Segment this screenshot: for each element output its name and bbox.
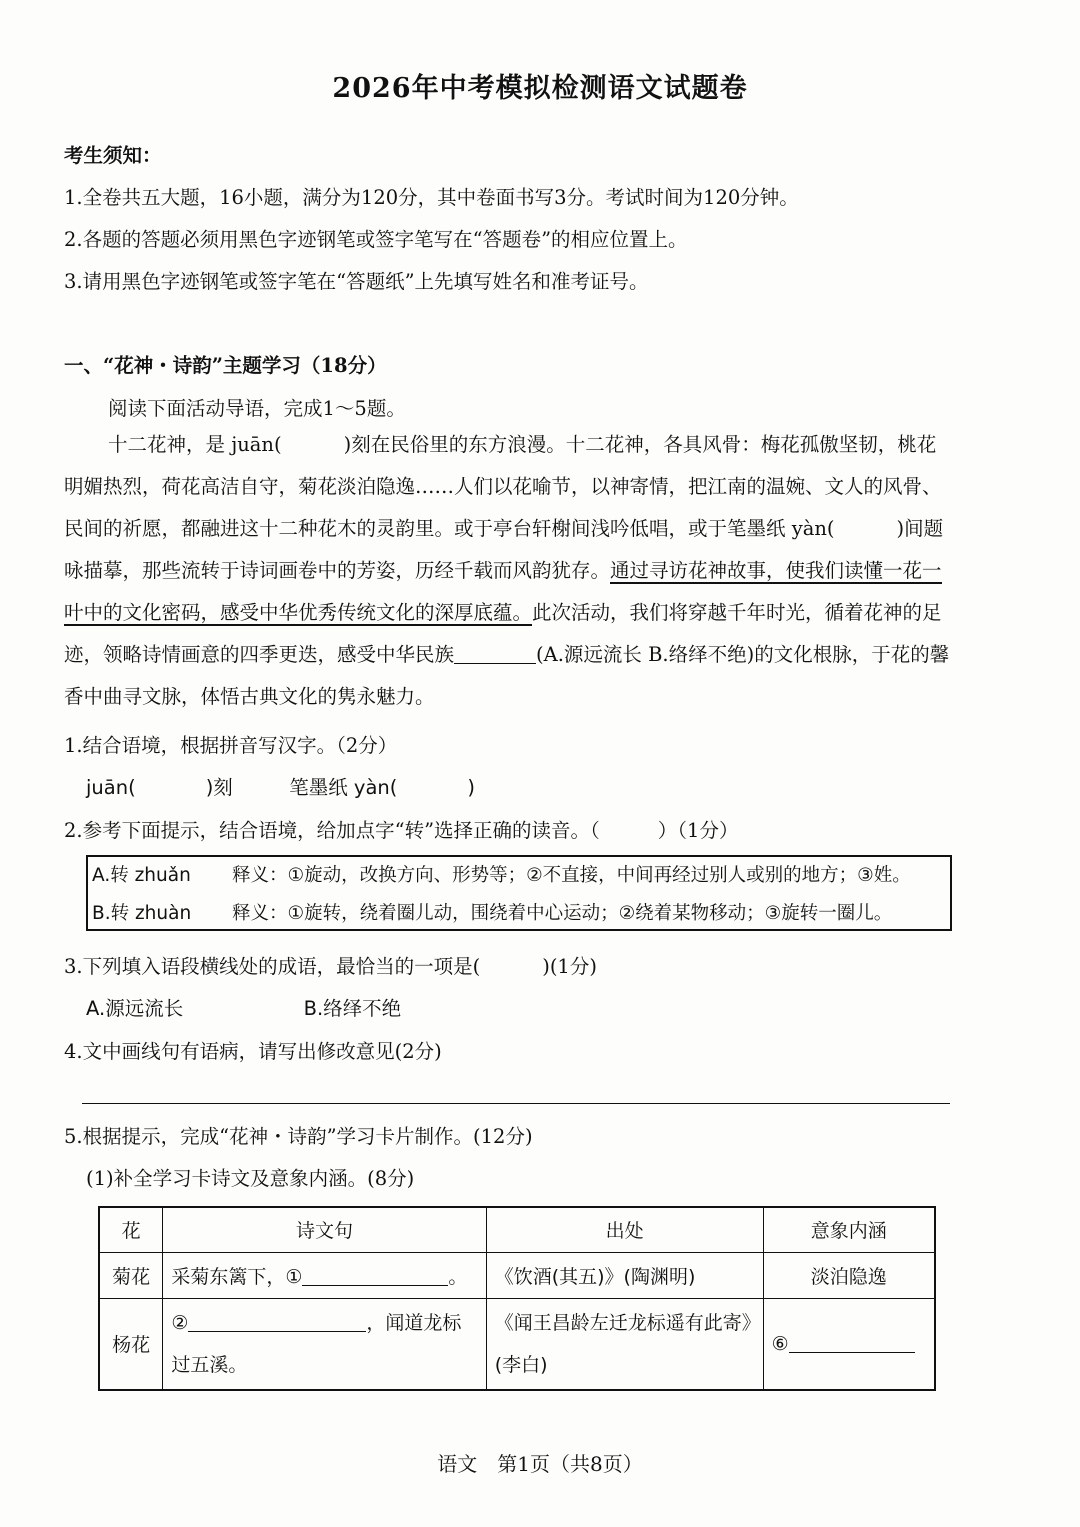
cell-source: 《闻王昌龄左迁龙标遥有此寄》(李白) — [486, 1298, 763, 1390]
q3-text: 3.下列填入语段横线处的成语，最恰当的一项是( — [64, 955, 481, 978]
header-flower: 花 — [99, 1207, 163, 1252]
cell-meaning: 淡泊隐逸 — [763, 1252, 935, 1298]
q4-answer-line[interactable] — [82, 1103, 950, 1104]
header-meaning: 意象内涵 — [763, 1207, 935, 1252]
passage-part-1: 十二花神，是 juān( — [108, 433, 282, 456]
notice-item-3: 3.请用黑色字迹钢笔或签字笔在“答题纸”上先填写姓名和准考证号。 — [64, 270, 649, 293]
pronunciation-hint-box — [86, 855, 952, 931]
passage-part-3: )间题咏描摹，那些流 — [64, 517, 944, 582]
table-row — [99, 1298, 935, 1390]
meaning-blank-6[interactable] — [789, 1333, 915, 1353]
question-2 — [64, 815, 738, 843]
q3-option-b[interactable]: B.络绎不绝 — [303, 997, 402, 1020]
cell-verse — [163, 1298, 486, 1390]
underlined-sentence: 通过寻访花神故事，使我们读懂一花一叶中的文化密码，感受中华优秀传统文化的深厚底蕴。 — [64, 559, 942, 624]
cell-flower: 杨花 — [99, 1298, 163, 1390]
hint-b-label: B.转 zhuàn — [92, 903, 192, 924]
passage-part-2: )刻在民俗里的东方浪漫。十二花神，各具风骨：梅花孤傲坚韧，桃花明媚热烈，荷花高洁自守，菊花淡泊隐逸……人们以花喻节，以神寄情，把江南的温婉、文人的风骨、民间的祈愿，都融进这十二种花木的灵韵里。或于亭台轩榭间浅吟低唱，或于笔墨纸 yàn( — [64, 433, 942, 540]
hint-option-a — [92, 857, 911, 895]
idiom-blank[interactable] — [454, 644, 536, 665]
question-5: 5.根据提示，完成“花神・诗韵”学习卡片制作。(12分) — [64, 1125, 533, 1148]
question-3 — [64, 951, 597, 979]
q2-text-end: ）（1分） — [657, 819, 739, 842]
q2-text: 2.参考下面提示，结合语境，给加点字“转”选择正确的读音。（ — [64, 819, 600, 842]
header-source: 出处 — [486, 1207, 763, 1252]
section-intro: 阅读下面活动导语，完成1～5题。 — [108, 397, 406, 420]
hint-option-b — [92, 895, 892, 933]
q1-a-end: )刻 — [205, 776, 233, 799]
notice-heading: 考生须知： — [64, 144, 162, 167]
meaning-marker: ⑥ — [771, 1332, 789, 1355]
verse-post: 。 — [448, 1265, 468, 1288]
q1-b-end: ) — [467, 776, 475, 799]
page-footer: 语文 第1页（共8页） — [437, 1452, 643, 1476]
passage — [64, 424, 950, 718]
verse-post: ，闻道龙标过五溪。 — [171, 1311, 462, 1376]
verse-pre: ② — [171, 1311, 189, 1334]
hint-a-label: A.转 zhuǎn — [92, 865, 191, 886]
passage-part-5: (A.源远流长 B.络绎不绝)的文化根脉，于花的馨香中曲寻文脉，体悟古典文化的隽永魅力。 — [64, 643, 950, 708]
question-5-sub1: (1)补全学习卡诗文及意象内涵。(8分) — [86, 1167, 415, 1190]
q1-a-label: juān( — [86, 776, 136, 799]
q1-b-label: 笔墨纸 yàn( — [289, 776, 398, 799]
q3-options — [86, 993, 401, 1021]
hint-a-meaning: 释义：①旋动，改换方向、形势等；②不直接，中间再经过别人或别的地方；③姓。 — [232, 865, 911, 886]
table-row — [99, 1252, 935, 1298]
section-heading: 一、“花神・诗韵”主题学习（18分） — [64, 354, 387, 377]
notice-item-1: 1.全卷共五大题，16小题，满分为120分，其中卷面书写3分。考试时间为120分钟。 — [64, 186, 799, 209]
cell-source: 《饮酒(其五)》(陶渊明) — [486, 1252, 763, 1298]
notice-item-2: 2.各题的答题必须用黑色字迹钢笔或签字笔写在“答题卷”的相应位置上。 — [64, 228, 688, 251]
q3-option-a[interactable]: A.源远流长 — [86, 997, 184, 1020]
q3-text-end: )(1分) — [542, 955, 597, 978]
exam-title: 2026年中考模拟检测语文试题卷 — [332, 73, 748, 104]
verse-blank-1[interactable] — [302, 1266, 448, 1286]
cell-meaning — [763, 1298, 935, 1390]
passage-part-4: 此次活动，我们将穿越千年时光，循着花神的足迹，领略诗情画意的四季更迭，感受中华民族 — [64, 601, 942, 666]
cell-flower: 菊花 — [99, 1252, 163, 1298]
study-card-table — [98, 1206, 936, 1391]
verse-blank-2[interactable] — [188, 1312, 366, 1332]
question-1: 1.结合语境，根据拼音写汉字。（2分） — [64, 734, 398, 757]
verse-pre: 采菊东篱下，① — [171, 1265, 303, 1288]
passage-part-3b: 于诗词画卷中的芳姿，历经千载而风韵犹存。 — [220, 559, 611, 582]
hint-b-meaning: 释义：①旋转，绕着圈儿动，围绕着中心运动；②绕着某物移动；③旋转一圈儿。 — [232, 903, 893, 924]
table-header-row — [99, 1207, 935, 1252]
q1-answers — [86, 772, 475, 800]
header-verse: 诗文句 — [163, 1207, 486, 1252]
question-4: 4.文中画线句有语病，请写出修改意见(2分) — [64, 1040, 442, 1063]
dotted-char: 转 — [200, 559, 221, 582]
cell-verse — [163, 1252, 486, 1298]
